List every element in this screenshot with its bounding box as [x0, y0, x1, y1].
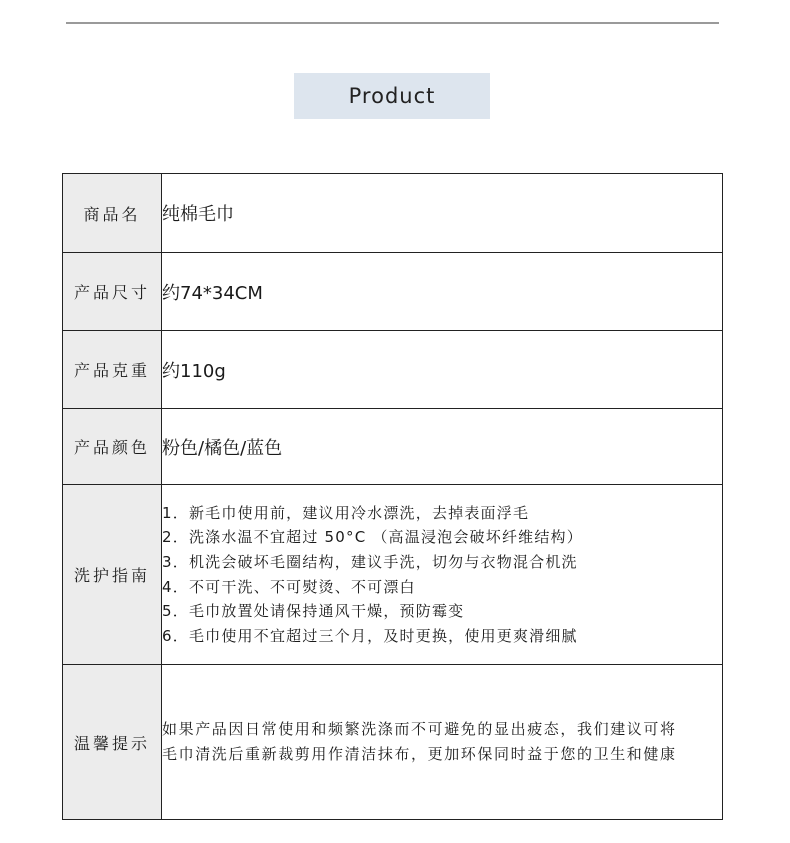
- list-item: 1．新毛巾使用前，建议用冷水漂洗，去掉表面浮毛: [162, 503, 530, 522]
- top-divider: [66, 22, 719, 24]
- list-item: 2．洗涤水温不宜超过 50°C （高温浸泡会破坏纤维结构）: [162, 528, 583, 547]
- list-item: 4．不可干洗、不可熨烫、不可漂白: [162, 577, 416, 596]
- weight-value: 约110g: [162, 331, 723, 409]
- list-item: 5．毛巾放置处请保持通风干燥，预防霉变: [162, 602, 465, 621]
- color-label: 产品颜色: [63, 409, 162, 485]
- product-spec-table: [62, 173, 723, 820]
- care-guide-list: [162, 501, 722, 649]
- product-heading: [294, 73, 490, 119]
- table-row: [63, 409, 723, 485]
- table-row: [63, 665, 723, 820]
- tips-text: 如果产品因日常使用和频繁洗涤而不可避免的显出疲态，我们建议可将毛巾清洗后重新裁剪用作清洁抹布，更加环保同时益于您的卫生和健康: [162, 720, 677, 763]
- color-value: 粉色/橘色/蓝色: [162, 409, 723, 485]
- list-item: 3．机洗会破坏毛圈结构，建议手洗，切勿与衣物混合机洗: [162, 552, 578, 571]
- product-name-label: 商品名: [63, 174, 162, 253]
- care-guide-label: 洗护指南: [63, 485, 162, 665]
- table-row: [63, 174, 723, 253]
- size-value: 约74*34CM: [162, 253, 723, 331]
- table-row: [63, 331, 723, 409]
- tips-label: 温馨提示: [63, 665, 162, 820]
- table-row: [63, 253, 723, 331]
- list-item: 6．毛巾使用不宜超过三个月，及时更换，使用更爽滑细腻: [162, 626, 578, 645]
- tips-cell: [162, 665, 723, 820]
- table-row: [63, 485, 723, 665]
- care-guide-cell: [162, 485, 723, 665]
- size-label: 产品尺寸: [63, 253, 162, 331]
- weight-label: 产品克重: [63, 331, 162, 409]
- product-name-value: 纯棉毛巾: [162, 174, 723, 253]
- product-heading-label: Product: [348, 84, 436, 108]
